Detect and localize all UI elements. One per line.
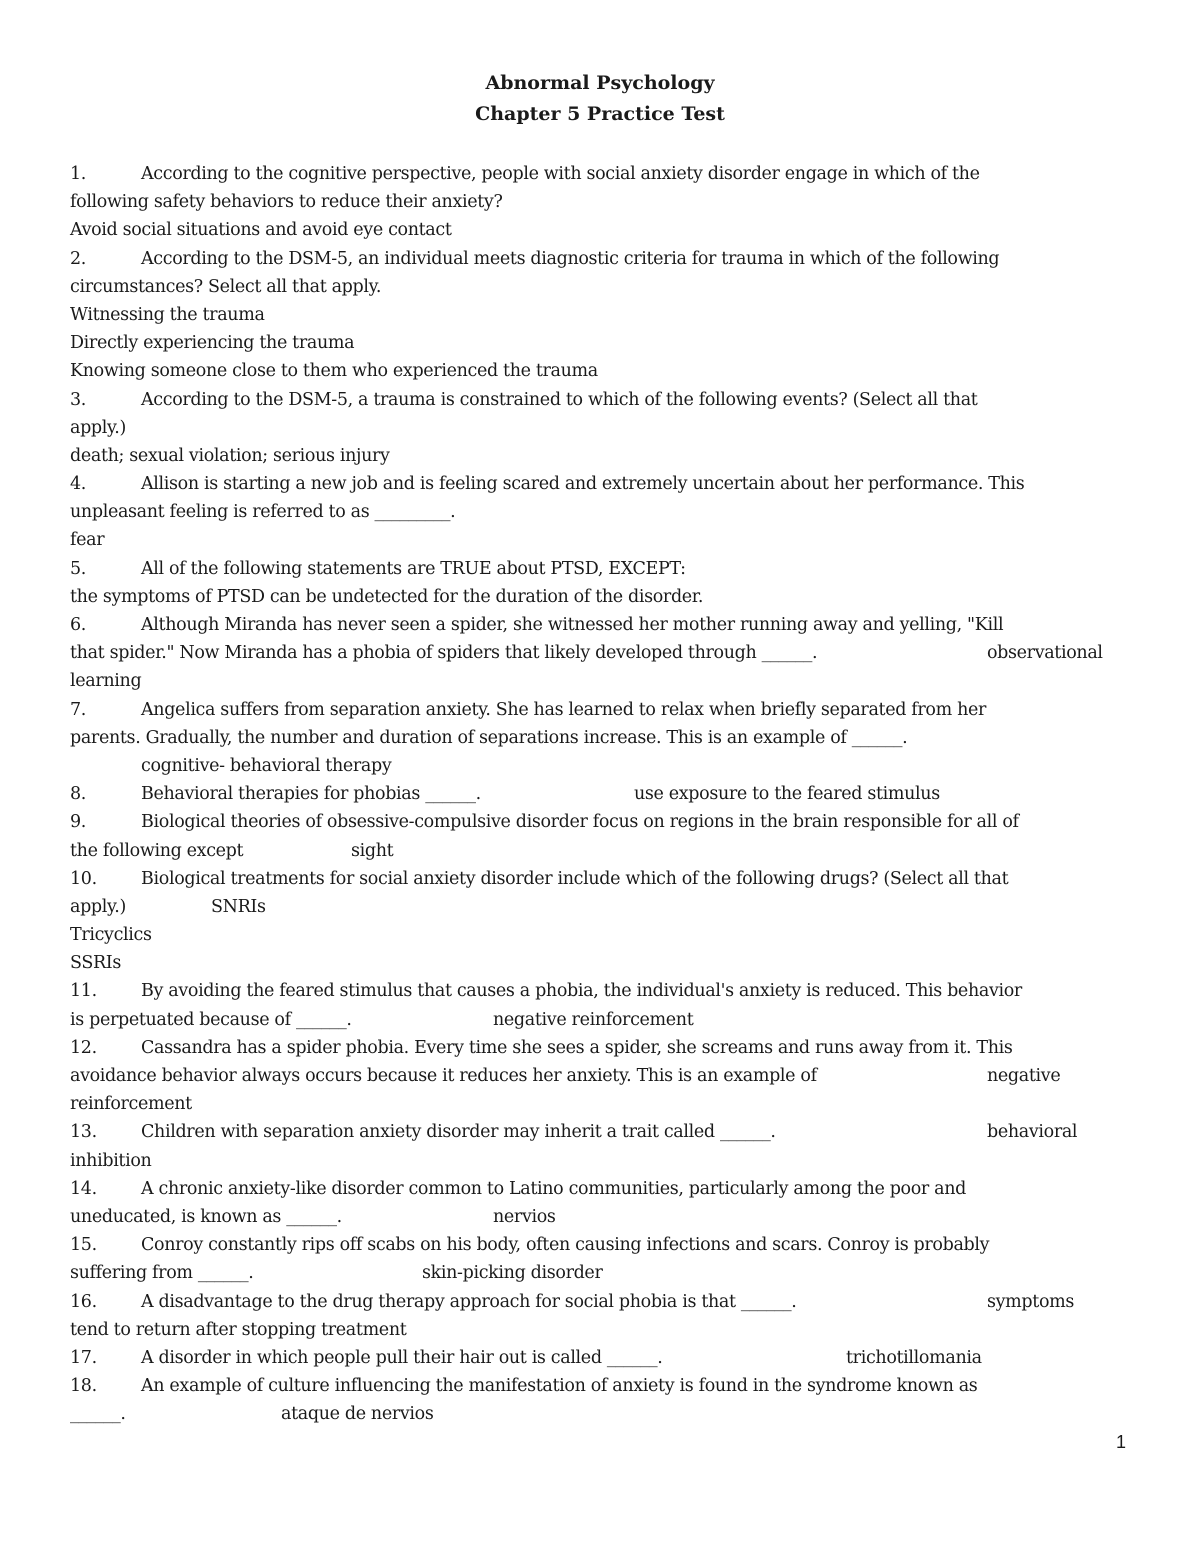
question-number: 15. bbox=[70, 1235, 97, 1256]
text-line bbox=[70, 639, 1130, 667]
answer-text: use exposure to the feared stimulus bbox=[634, 784, 940, 805]
question-line bbox=[70, 555, 1130, 583]
answer-text: observational bbox=[987, 643, 1103, 664]
line-text: A disorder in which people pull their hair out is called ______. bbox=[141, 1347, 663, 1368]
line-text: parents. Gradually, the number and duration of separations increase. This is an example of ______. bbox=[70, 727, 908, 748]
question-number: 11. bbox=[70, 981, 97, 1002]
question-line bbox=[70, 1175, 1130, 1203]
line-text: Biological theories of obsessive-compulsive disorder focus on regions in the brain responsible for all of bbox=[141, 812, 1019, 833]
line-text: According to the cognitive perspective, people with social anxiety disorder engage in which of the bbox=[141, 164, 980, 184]
answer-text: SNRIs bbox=[211, 896, 266, 917]
question-list bbox=[70, 160, 1130, 1428]
question-number: 13. bbox=[70, 1122, 97, 1143]
text-line bbox=[70, 1147, 1130, 1175]
line-text: Knowing someone close to them who experienced the trauma bbox=[70, 361, 598, 382]
question-line bbox=[70, 1372, 1130, 1400]
line-text: Witnessing the trauma bbox=[70, 304, 265, 325]
line-text: fear bbox=[70, 530, 105, 551]
text-line bbox=[70, 273, 1130, 301]
answer-text: negative bbox=[987, 1066, 1061, 1086]
text-line bbox=[70, 357, 1130, 385]
line-text: Allison is starting a new job and is feeling scared and extremely uncertain about her performance. This bbox=[141, 474, 1025, 495]
question-line bbox=[70, 1231, 1130, 1259]
line-text: tend to return after stopping treatment bbox=[70, 1319, 407, 1340]
question-line bbox=[70, 977, 1130, 1005]
text-line bbox=[70, 949, 1130, 977]
line-text: Avoid social situations and avoid eye contact bbox=[70, 220, 452, 241]
line-text: circumstances? Select all that apply. bbox=[70, 276, 382, 297]
line-text: Conroy constantly rips off scabs on his body, often causing infections and scars. Conroy is probably bbox=[141, 1235, 990, 1256]
text-line bbox=[70, 301, 1130, 329]
question-line bbox=[70, 245, 1130, 273]
text-line bbox=[70, 1203, 1130, 1231]
line-text: SSRIs bbox=[70, 953, 121, 974]
question-line bbox=[70, 1118, 1130, 1146]
text-line bbox=[70, 1400, 1130, 1428]
line-text: According to the DSM-5, an individual meets diagnostic criteria for trauma in which of the following bbox=[141, 248, 1000, 269]
line-text: Biological treatments for social anxiety disorder include which of the following drugs? (Select all that bbox=[141, 868, 1009, 889]
text-line bbox=[70, 1259, 1130, 1287]
question-number: 1. bbox=[70, 164, 86, 184]
line-text: ______. bbox=[70, 1404, 126, 1425]
text-line bbox=[70, 526, 1130, 554]
line-text: inhibition bbox=[70, 1150, 152, 1171]
page-number: 1 bbox=[1116, 1432, 1127, 1452]
question-number: 7. bbox=[70, 699, 86, 720]
text-line bbox=[70, 893, 1130, 921]
line-text: Although Miranda has never seen a spider, she witnessed her mother running away and yelling, "Kill bbox=[141, 615, 1004, 635]
line-text: A disadvantage to the drug therapy approach for social phobia is that ______. bbox=[141, 1291, 797, 1312]
answer-text: ataque de nervios bbox=[281, 1404, 434, 1425]
question-line bbox=[70, 696, 1130, 724]
text-line bbox=[70, 498, 1130, 526]
text-line bbox=[70, 1316, 1130, 1344]
question-number: 10. bbox=[70, 868, 97, 889]
text-line bbox=[70, 724, 1130, 752]
answer-text: sight bbox=[351, 840, 394, 861]
answer-text: skin-picking disorder bbox=[422, 1263, 603, 1284]
line-text: Directly experiencing the trauma bbox=[70, 333, 355, 354]
question-line bbox=[70, 386, 1130, 414]
answer-text: trichotillomania bbox=[846, 1347, 982, 1368]
line-text: By avoiding the feared stimulus that causes a phobia, the individual's anxiety is reduced. This behavior bbox=[141, 981, 1022, 1002]
question-number: 3. bbox=[70, 389, 86, 410]
line-text: learning bbox=[70, 671, 142, 692]
text-line bbox=[70, 414, 1130, 442]
question-number: 8. bbox=[70, 784, 86, 805]
question-number: 4. bbox=[70, 474, 86, 495]
question-line bbox=[70, 780, 1130, 808]
question-number: 14. bbox=[70, 1178, 97, 1199]
text-line bbox=[70, 921, 1130, 949]
question-number: 12. bbox=[70, 1037, 97, 1058]
line-text: following safety behaviors to reduce their anxiety? bbox=[70, 192, 503, 213]
line-text: the following except bbox=[70, 840, 244, 861]
line-text: All of the following statements are TRUE about PTSD, EXCEPT: bbox=[141, 558, 686, 579]
line-text: apply.) bbox=[70, 896, 126, 917]
question-line bbox=[70, 1034, 1130, 1062]
text-line bbox=[70, 667, 1130, 695]
document-subtitle: Chapter 5 Practice Test bbox=[475, 103, 725, 125]
question-line bbox=[70, 160, 1130, 188]
text-line bbox=[70, 583, 1130, 611]
text-line bbox=[70, 1062, 1130, 1090]
question-line bbox=[70, 611, 1130, 639]
answer-text: symptoms bbox=[987, 1291, 1075, 1312]
line-text: reinforcement bbox=[70, 1094, 192, 1115]
text-line bbox=[70, 442, 1130, 470]
text-line bbox=[70, 837, 1130, 865]
question-number: 5. bbox=[70, 558, 86, 579]
line-text: Children with separation anxiety disorder may inherit a trait called ______. bbox=[141, 1122, 776, 1143]
line-text: An example of culture influencing the manifestation of anxiety is found in the syndrome known as bbox=[141, 1376, 978, 1397]
text-line bbox=[70, 329, 1130, 357]
line-text: unpleasant feeling is referred to as _________. bbox=[70, 502, 456, 523]
line-text: death; sexual violation; serious injury bbox=[70, 445, 390, 466]
line-text: is perpetuated because of ______. bbox=[70, 1009, 352, 1030]
question-number: 18. bbox=[70, 1376, 97, 1397]
question-line bbox=[70, 808, 1130, 836]
document-title: Abnormal Psychology bbox=[485, 72, 715, 94]
line-text: Tricyclics bbox=[70, 925, 152, 946]
line-text: that spider." Now Miranda has a phobia of spiders that likely developed through ______. bbox=[70, 643, 818, 664]
question-number: 6. bbox=[70, 615, 86, 635]
text-line bbox=[70, 1006, 1130, 1034]
answer-text: nervios bbox=[493, 1206, 556, 1227]
line-text: suffering from ______. bbox=[70, 1263, 254, 1284]
line-text: Angelica suffers from separation anxiety. She has learned to relax when briefly separated from her bbox=[141, 699, 987, 720]
text-line bbox=[70, 188, 1130, 216]
question-line bbox=[70, 470, 1130, 498]
line-text: uneducated, is known as ______. bbox=[70, 1206, 342, 1227]
question-line bbox=[70, 865, 1130, 893]
line-text: Cassandra has a spider phobia. Every time she sees a spider, she screams and runs away from it. This bbox=[141, 1037, 1013, 1058]
question-line bbox=[70, 1288, 1130, 1316]
line-text: A chronic anxiety-like disorder common to Latino communities, particularly among the poor and bbox=[141, 1178, 967, 1199]
text-line bbox=[70, 752, 1130, 780]
question-number: 17. bbox=[70, 1347, 97, 1368]
answer-text: behavioral bbox=[987, 1122, 1078, 1143]
line-text: Behavioral therapies for phobias ______. bbox=[141, 784, 481, 805]
text-line bbox=[70, 1090, 1130, 1118]
answer-text: negative reinforcement bbox=[493, 1009, 694, 1030]
question-number: 2. bbox=[70, 248, 86, 269]
line-text: avoidance behavior always occurs because it reduces her anxiety. This is an example of bbox=[70, 1066, 817, 1086]
question-number: 9. bbox=[70, 812, 86, 833]
line-text: the symptoms of PTSD can be undetected for the duration of the disorder. bbox=[70, 586, 704, 607]
line-text: According to the DSM-5, a trauma is constrained to which of the following events? (Select all that bbox=[141, 389, 978, 410]
line-text: cognitive- behavioral therapy bbox=[141, 755, 392, 776]
line-text: apply.) bbox=[70, 417, 126, 438]
text-line bbox=[70, 216, 1130, 244]
question-line bbox=[70, 1344, 1130, 1372]
question-number: 16. bbox=[70, 1291, 97, 1312]
